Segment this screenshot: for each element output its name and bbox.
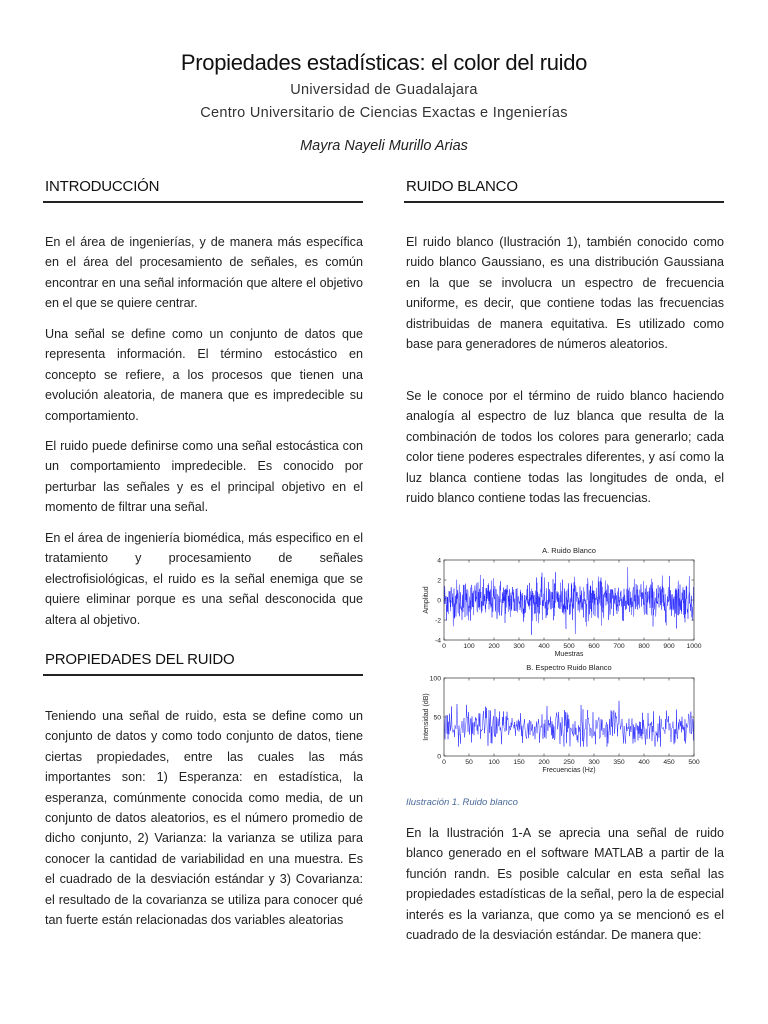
chart-title: A. Ruido Blanco: [542, 546, 596, 555]
y-tick-label: -4: [434, 637, 441, 645]
y-tick-label: 4: [437, 557, 441, 565]
x-tick-label: 150: [513, 759, 525, 766]
x-tick-label: 300: [588, 759, 600, 766]
plot-frame: [444, 678, 694, 756]
section-heading-white-noise: RUIDO BLANCO: [406, 178, 518, 195]
x-tick-label: 200: [538, 759, 550, 766]
x-tick-label: 100: [488, 759, 500, 766]
x-tick-label: 200: [488, 643, 500, 650]
section-rule: [43, 674, 363, 676]
white-noise-paragraph-3: En la Ilustración 1-A se aprecia una señal de ruido blanco generado en el software MATLAB a partir de la función randn. Es posible calcular en esta señal las propiedades estadísticas de la señal, pero la de especial interés es la varianza, que como ya se mencionó es el cuadrado de la desviación estándar. De manera que:: [406, 826, 724, 943]
x-tick-label: 300: [513, 643, 525, 650]
figure-caption: Ilustración 1. Ruido blanco: [406, 797, 518, 808]
paper-title: Propiedades estadísticas: el color del ruido: [180, 50, 588, 75]
x-tick-label: 600: [588, 643, 600, 650]
x-tick-label: 0: [442, 643, 446, 650]
figure-white-noise: [404, 542, 724, 782]
x-tick-label: 1000: [686, 643, 702, 650]
intro-paragraph-4: En el área de ingeniería biomédica, más especifico en el tratamiento y procesamiento de señales electrofisiológicas, el ruido es la señal enemiga que se quiere eliminar porque es una señal desconocida que altera al objetivo.: [45, 531, 363, 627]
x-axis-label: Frecuencias (Hz): [542, 767, 596, 774]
x-tick-label: 800: [638, 643, 650, 650]
x-tick-label: 50: [465, 759, 473, 766]
university-name: Universidad de Guadalajara: [290, 82, 478, 98]
y-tick-label: 0: [437, 597, 441, 605]
intro-paragraph-2: Una señal se define como un conjunto de datos que representa información. El término estocástico en concepto se refiere, a los procesos que tienen una evolución aleatoria, de manera que es impredecible su comportamiento.: [45, 327, 363, 423]
y-tick-label: 0: [437, 753, 441, 761]
author-name: Mayra Nayeli Murillo Arias: [300, 138, 468, 154]
y-tick-label: 100: [429, 675, 441, 683]
x-tick-label: 900: [663, 643, 675, 650]
section-rule: [404, 201, 724, 203]
x-tick-label: 400: [638, 759, 650, 766]
x-tick-label: 250: [563, 759, 575, 766]
x-tick-label: 350: [613, 759, 625, 766]
x-tick-label: 700: [613, 643, 625, 650]
intro-paragraph-3: El ruido puede definirse como una señal estocástica con un comportamiento impredecible. Es conocido por perturbar las señales y es el principal objetivo en el momento de filtrar una señal.: [45, 439, 363, 515]
x-tick-label: 450: [663, 759, 675, 766]
y-tick-label: -2: [434, 617, 441, 625]
x-axis-label: Muestras: [554, 651, 584, 658]
y-axis-label: Amplitud: [423, 586, 430, 614]
y-tick-label: 50: [433, 714, 441, 722]
properties-paragraph-1: Teniendo una señal de ruido, esta se define como un conjunto de datos y como todo conjunto de datos, tiene ciertas propiedades, entre las cuales las más importantes son: 1) Esperanza: en estadística, la esperanza, comúnmente conocida como media, de un conjunto de datos aleatorios, es el número promedio de dicho conjunto, 2) Varianza: la varianza se utiliza para conocer la cantidad de variabilidad en una muestra. Es el cuadrado de la desviación estándar y 3) Covarianza: el resultado de la covarianza se utiliza para conocer qué tan fuerte están relacionadas dos variables aleatorias: [45, 709, 363, 928]
white-noise-paragraph-2: Se le conoce por el término de ruido blanco haciendo analogía al espectro de luz blanca que resulta de la combinación de todos los colores para generarlo; cada color tiene poderes espectrales diferentes, y así como la luz blanca contiene todas las longitudes de onda, el ruido blanco contiene todas las frecuencias.: [406, 389, 724, 506]
x-tick-label: 500: [688, 759, 700, 766]
x-tick-label: 500: [563, 643, 575, 650]
x-tick-label: 100: [463, 643, 475, 650]
center-name: Centro Universitario de Ciencias Exactas e Ingenierías: [200, 105, 568, 121]
series-line: [444, 567, 694, 635]
intro-paragraph-1: En el área de ingenierías, y de manera más específica en el área del procesamiento de señales, es común encontrar en una señal información que altere el objetivo en el que se quiere centrar.: [45, 235, 363, 311]
white-noise-paragraph-1: El ruido blanco (Ilustración 1), también conocido como ruido blanco Gaussiano, es una distribución Gaussiana en la que se involucra un espectro de frecuencia uniforme, es decir, que contiene todas las frecuencias distribuidas de manera equitativa. Es utilizado como base para generadores de números aleatorios.: [406, 235, 724, 352]
section-heading-properties: PROPIEDADES DEL RUIDO: [45, 651, 235, 668]
series-line: [444, 701, 694, 747]
y-tick-label: 2: [437, 577, 441, 585]
x-tick-label: 0: [442, 759, 446, 766]
section-heading-intro: INTRODUCCIÓN: [45, 178, 160, 195]
chart-title: B. Espectro Ruido Blanco: [526, 663, 612, 672]
y-axis-label: Intensidad (dB): [423, 693, 430, 741]
x-tick-label: 400: [538, 643, 550, 650]
section-rule: [43, 201, 363, 203]
